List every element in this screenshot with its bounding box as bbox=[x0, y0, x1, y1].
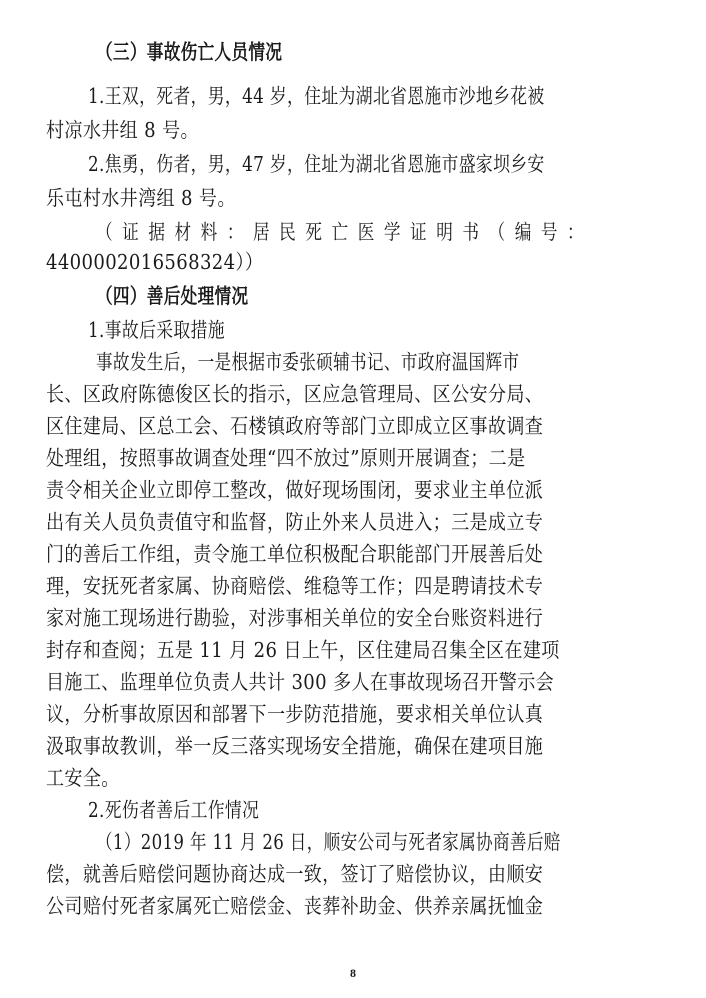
paragraph-line: 长、区政府陈德俊区长的指示，区应急管理局、区公安分局、 bbox=[46, 382, 544, 406]
paragraph-line: 出有关人员负责值守和监督，防止外来人员进入；三是成立专 bbox=[46, 510, 544, 534]
paragraph-line: 议，分析事故原因和部署下一步防范措施，要求相关单位认真 bbox=[46, 702, 544, 726]
subheading-casualty-aftercare: 2.死伤者善后工作情况 bbox=[88, 798, 260, 822]
paragraph-line: 区住建局、区总工会、石楼镇政府等部门立即成立区事故调查 bbox=[46, 414, 544, 438]
paragraph-line: 责令相关企业立即停工整改，做好现场围闭，要求业主单位派 bbox=[46, 478, 544, 502]
evidence-note-line: （证据材料：居民死亡医学证明书（编号： bbox=[96, 220, 594, 244]
paragraph-line: 汲取事故教训，举一反三落实现场安全措施，确保在建项目施 bbox=[46, 734, 544, 758]
paragraph-line: 目施工、监理单位负责人共计 300 多人在事故现场召开警示会 bbox=[46, 670, 555, 694]
paragraph-line: 2.焦勇，伤者，男，47 岁，住址为湖北省恩施市盛家坝乡安 bbox=[88, 152, 545, 176]
paragraph-line: 事故发生后，一是根据市委张硕辅书记、市政府温国辉市 bbox=[96, 350, 520, 374]
paragraph-line: 村凉水井组 8 号。 bbox=[46, 118, 199, 142]
paragraph-line: 封存和查阅；五是 11 月 26 日上午，区住建局召集全区在建项 bbox=[46, 638, 560, 662]
subheading-measures: 1.事故后采取措施 bbox=[88, 318, 225, 342]
paragraph-line: 工安全。 bbox=[46, 766, 120, 790]
paragraph-line: 乐屯村水井湾组 8 号。 bbox=[46, 186, 236, 210]
paragraph-line: 理，安抚死者家属、协商赔偿、维稳等工作；四是聘请技术专 bbox=[46, 574, 544, 598]
paragraph-line: 家对施工现场进行勘验，对涉事相关单位的安全台账资料进行 bbox=[46, 606, 544, 630]
paragraph-line: 处理组，按照事故调查处理“四不放过”原则开展调查；二是 bbox=[46, 446, 526, 470]
paragraph-line: 公司赔付死者家属死亡赔偿金、丧葬补助金、供养亲属抚恤金 bbox=[46, 894, 544, 918]
paragraph-line: 门的善后工作组，责令施工单位积极配合职能部门开展善后处 bbox=[46, 542, 544, 566]
evidence-note-line: 4400002016568324）） bbox=[46, 250, 264, 274]
paragraph-line: 1.王双，死者，男，44 岁，住址为湖北省恩施市沙地乡花被 bbox=[88, 84, 545, 108]
paragraph-line: 偿，就善后赔偿问题协商达成一致，签订了赔偿协议，由顺安 bbox=[46, 862, 544, 886]
paragraph-line: （1）2019 年 11 月 26 日，顺安公司与死者家属协商善后赔 bbox=[96, 830, 561, 854]
section-heading-casualties: （三）事故伤亡人员情况 bbox=[96, 40, 283, 64]
section-heading-aftermath: （四）善后处理情况 bbox=[96, 284, 249, 308]
page-number: 8 bbox=[350, 966, 356, 980]
